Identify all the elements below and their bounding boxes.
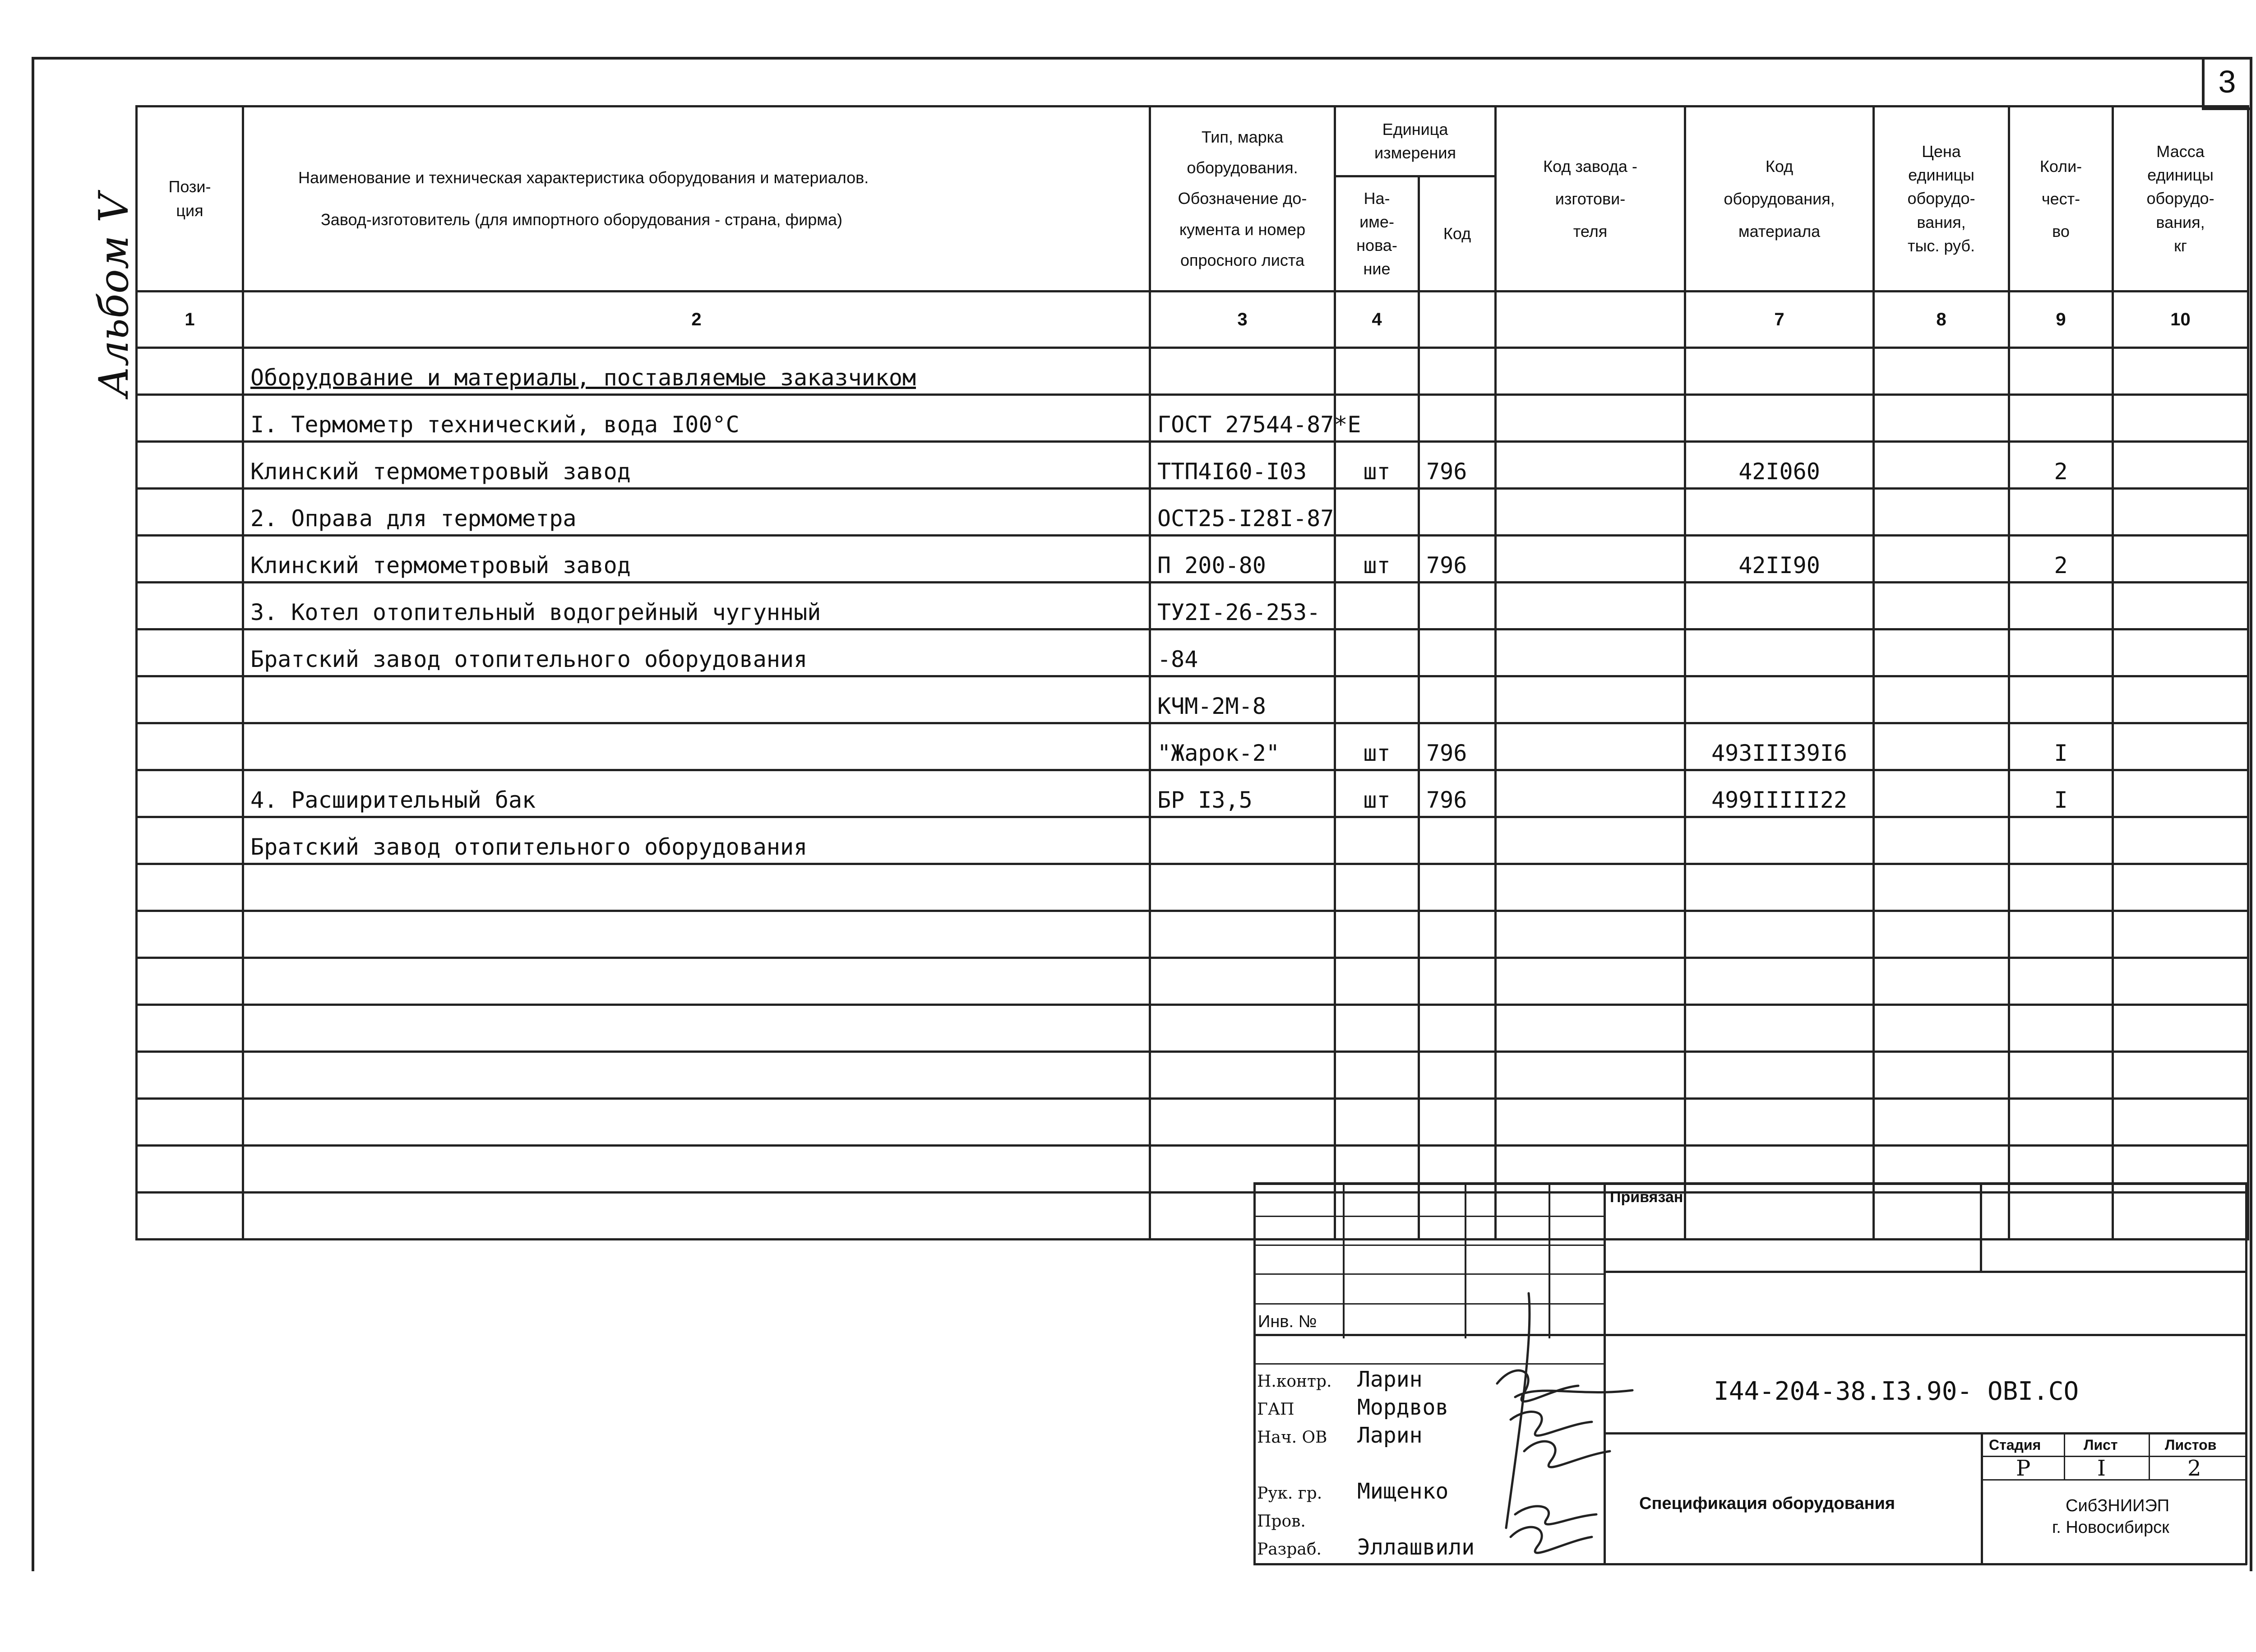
organization-city: г. Новосибирск [2052, 1518, 2169, 1537]
cell-pos [137, 958, 243, 1005]
cell-pos [137, 395, 243, 442]
cell-code [1419, 911, 1496, 958]
cell-qty [2009, 629, 2113, 676]
cell-unit [1335, 676, 1419, 723]
table-row [137, 442, 2248, 489]
cell-name: 2. Оправа для термометра [243, 489, 1150, 536]
cell-type: -84 [1150, 629, 1335, 676]
cell-pos [137, 1052, 243, 1099]
cell-type: БР I3,5 [1150, 770, 1335, 817]
stamp-name: Мордвов [1357, 1395, 1449, 1420]
cell-name: Братский завод отопительного оборудования [243, 817, 1150, 864]
cell-code [1419, 629, 1496, 676]
cell-code: 796 [1419, 536, 1496, 583]
cell-unit [1335, 958, 1419, 1005]
cell-qty [2009, 395, 2113, 442]
cell-price [1874, 536, 2009, 583]
cell-equip: 42II90 [1685, 536, 1874, 583]
stamp-role: Пров. [1257, 1512, 1306, 1531]
stamp-name: Эллашвили [1357, 1535, 1475, 1560]
cell-name [243, 1005, 1150, 1052]
cell-name [243, 1052, 1150, 1099]
cell-unit [1335, 1005, 1419, 1052]
title-block [1253, 1182, 2247, 1565]
cell-unit [1335, 817, 1419, 864]
cell-type: ТТП4I60-I03 [1150, 442, 1335, 489]
cell-equip [1685, 348, 1874, 395]
cell-factory [1496, 583, 1685, 629]
cell-price [1874, 489, 2009, 536]
cell-factory [1496, 1052, 1685, 1099]
cell-mass [2113, 1099, 2248, 1146]
cell-equip: 42I060 [1685, 442, 1874, 489]
table-row [137, 1052, 2248, 1099]
cell-mass [2113, 1005, 2248, 1052]
stamp-role: Рук. гр. [1257, 1484, 1322, 1503]
inv-no-label: Инв. № [1258, 1312, 1317, 1331]
stamp-name [1357, 1505, 1475, 1533]
table-row [137, 723, 2248, 770]
column-number-3: 3 [1150, 292, 1335, 348]
cell-qty [2009, 911, 2113, 958]
cell-factory [1496, 817, 1685, 864]
header-quantity: Коли- чест- во [2009, 106, 2113, 292]
cell-equip: 493III39I6 [1685, 723, 1874, 770]
column-number-4: 4 [1335, 292, 1419, 348]
cell-qty [2009, 676, 2113, 723]
specification-table [135, 105, 2249, 1240]
table-row [137, 770, 2248, 817]
cell-qty: 2 [2009, 536, 2113, 583]
cell-equip [1685, 489, 1874, 536]
header-type: Тип, марка оборудования. Обозначение до- кумента и номер опросного листа [1150, 106, 1335, 292]
stamp-role [1257, 1452, 1331, 1480]
stamp-name: Мищенко [1357, 1479, 1449, 1504]
cell-type [1150, 1099, 1335, 1146]
cell-pos [137, 536, 243, 583]
cell-name [243, 911, 1150, 958]
cell-code [1419, 817, 1496, 864]
cell-code: 796 [1419, 442, 1496, 489]
cell-qty [2009, 1005, 2113, 1052]
cell-equip [1685, 1005, 1874, 1052]
table-row [137, 348, 2248, 395]
cell-mass [2113, 723, 2248, 770]
cell-factory [1496, 958, 1685, 1005]
cell-pos [137, 583, 243, 629]
cell-price [1874, 958, 2009, 1005]
cell-unit: шт [1335, 536, 1419, 583]
stamp-role: ГАП [1257, 1400, 1294, 1419]
cell-price [1874, 911, 2009, 958]
cell-mass [2113, 911, 2248, 958]
cell-equip: 499IIIII22 [1685, 770, 1874, 817]
cell-code [1419, 864, 1496, 911]
cell-pos [137, 348, 243, 395]
cell-qty [2009, 1099, 2113, 1146]
cell-name: Оборудование и материалы, поставляемые заказчиком [243, 348, 1150, 395]
cell-price [1874, 583, 2009, 629]
cell-type [1150, 864, 1335, 911]
attached-label: Привязан [1610, 1189, 1683, 1206]
column-number-7: 7 [1685, 292, 1874, 348]
cell-factory [1496, 536, 1685, 583]
document-title: Спецификация оборудования [1639, 1494, 1895, 1513]
cell-unit: шт [1335, 442, 1419, 489]
cell-type: П 200-80 [1150, 536, 1335, 583]
stamp-name: Ларин [1357, 1367, 1423, 1392]
cell-mass [2113, 1052, 2248, 1099]
header-price: Цена единицы оборудо- вания, тыс. руб. [1874, 106, 2009, 292]
cell-type: КЧМ-2М-8 [1150, 676, 1335, 723]
cell-type [1150, 911, 1335, 958]
document-code: I44-204-38.I3.90- ОВI.СО [1714, 1377, 2079, 1406]
cell-mass [2113, 817, 2248, 864]
cell-pos [137, 864, 243, 911]
cell-equip [1685, 583, 1874, 629]
cell-code [1419, 958, 1496, 1005]
column-number-6 [1496, 292, 1685, 348]
cell-factory [1496, 864, 1685, 911]
cell-pos [137, 1005, 243, 1052]
cell-pos [137, 1193, 243, 1240]
cell-name [243, 676, 1150, 723]
cell-code [1419, 395, 1496, 442]
cell-type [1150, 958, 1335, 1005]
cell-price [1874, 1052, 2009, 1099]
cell-name [243, 864, 1150, 911]
cell-name: Клинский термометровый завод [243, 536, 1150, 583]
cell-price [1874, 723, 2009, 770]
table-row [137, 676, 2248, 723]
cell-price [1874, 676, 2009, 723]
table-row [137, 1099, 2248, 1146]
cell-factory [1496, 1005, 1685, 1052]
cell-type: ОСТ25-I28I-87 [1150, 489, 1335, 536]
cell-price [1874, 770, 2009, 817]
header-factory-code: Код завода - изготови- теля [1496, 106, 1685, 292]
cell-type: ГОСТ 27544-87*Е [1150, 395, 1335, 442]
cell-price [1874, 348, 2009, 395]
cell-price [1874, 864, 2009, 911]
organization-name: СибЗНИИЭП [2066, 1496, 2170, 1515]
cell-code [1419, 1005, 1496, 1052]
stamp-role: Разраб. [1257, 1540, 1322, 1559]
cell-name [243, 1099, 1150, 1146]
cell-name [243, 1193, 1150, 1240]
header-name-line1: Наименование и техническая характеристика оборудования и материалов. [298, 168, 869, 187]
cell-equip [1685, 958, 1874, 1005]
cell-name: Братский завод отопительного оборудования [243, 629, 1150, 676]
cell-price [1874, 629, 2009, 676]
header-unit-code: Код [1419, 176, 1496, 292]
cell-factory [1496, 676, 1685, 723]
cell-type [1150, 1052, 1335, 1099]
cell-type [1150, 1005, 1335, 1052]
cell-unit: шт [1335, 723, 1419, 770]
cell-mass [2113, 583, 2248, 629]
cell-factory [1496, 723, 1685, 770]
stamp-name [1357, 1449, 1475, 1477]
cell-qty [2009, 958, 2113, 1005]
column-number-2: 2 [243, 292, 1150, 348]
cell-unit: шт [1335, 770, 1419, 817]
cell-pos [137, 442, 243, 489]
column-number-5 [1419, 292, 1496, 348]
cell-code [1419, 1099, 1496, 1146]
cell-factory [1496, 395, 1685, 442]
cell-name [243, 958, 1150, 1005]
cell-unit [1335, 1052, 1419, 1099]
cell-price [1874, 395, 2009, 442]
cell-qty [2009, 864, 2113, 911]
sheet-label: Лист [2084, 1437, 2118, 1453]
sheets-value: 2 [2187, 1456, 2201, 1481]
cell-name: 4. Расширительный бак [243, 770, 1150, 817]
cell-name: Клинский термометровый завод [243, 442, 1150, 489]
header-unit: Единица измерения [1335, 106, 1496, 176]
cell-mass [2113, 536, 2248, 583]
cell-qty [2009, 1052, 2113, 1099]
cell-type: ТУ2I-26-253- [1150, 583, 1335, 629]
table-row [137, 911, 2248, 958]
table-row [137, 583, 2248, 629]
cell-mass [2113, 770, 2248, 817]
cell-pos [137, 1099, 243, 1146]
stamp-name: Ларин [1357, 1423, 1423, 1448]
cell-equip [1685, 1099, 1874, 1146]
cell-unit [1335, 864, 1419, 911]
cell-pos [137, 1146, 243, 1193]
cell-equip [1685, 864, 1874, 911]
cell-factory [1496, 348, 1685, 395]
cell-type [1150, 348, 1335, 395]
cell-pos [137, 489, 243, 536]
cell-mass [2113, 864, 2248, 911]
signatures [1461, 1293, 1750, 1564]
stage-label: Стадия [1989, 1437, 2041, 1453]
cell-mass [2113, 958, 2248, 1005]
header-name [243, 106, 1150, 292]
cell-name [243, 1146, 1150, 1193]
cell-pos [137, 911, 243, 958]
cell-qty [2009, 817, 2113, 864]
table-row [137, 629, 2248, 676]
header-position: Пози- ция [137, 106, 243, 292]
cell-unit [1335, 629, 1419, 676]
cell-equip [1685, 395, 1874, 442]
cell-mass [2113, 629, 2248, 676]
sheet-value: I [2097, 1456, 2106, 1481]
column-number-10: 10 [2113, 292, 2248, 348]
cell-qty: I [2009, 723, 2113, 770]
cell-code [1419, 583, 1496, 629]
table-row [137, 1005, 2248, 1052]
column-number-1: 1 [137, 292, 243, 348]
cell-type: "Жарок-2" [1150, 723, 1335, 770]
cell-pos [137, 723, 243, 770]
cell-qty: 2 [2009, 442, 2113, 489]
cell-name [243, 723, 1150, 770]
cell-mass [2113, 395, 2248, 442]
cell-unit [1335, 1099, 1419, 1146]
sheets-label: Листов [2165, 1437, 2217, 1453]
table-row [137, 395, 2248, 442]
cell-factory [1496, 489, 1685, 536]
table-row [137, 958, 2248, 1005]
cell-factory [1496, 442, 1685, 489]
cell-qty [2009, 583, 2113, 629]
cell-factory [1496, 770, 1685, 817]
cell-equip [1685, 911, 1874, 958]
cell-unit [1335, 489, 1419, 536]
cell-pos [137, 770, 243, 817]
cell-mass [2113, 676, 2248, 723]
header-name-line2: Завод-изготовитель (для импортного оборудования - страна, фирма) [321, 210, 843, 229]
cell-code [1419, 676, 1496, 723]
album-label: Альбом V [90, 193, 138, 397]
cell-qty [2009, 489, 2113, 536]
cell-unit [1335, 348, 1419, 395]
cell-price [1874, 442, 2009, 489]
cell-name: I. Термометр технический, вода I00°С [243, 395, 1150, 442]
table-row [137, 489, 2248, 536]
cell-price [1874, 1005, 2009, 1052]
table-row [137, 817, 2248, 864]
cell-equip [1685, 676, 1874, 723]
column-number-9: 9 [2009, 292, 2113, 348]
cell-code [1419, 1052, 1496, 1099]
cell-equip [1685, 817, 1874, 864]
cell-type [1150, 817, 1335, 864]
cell-factory [1496, 911, 1685, 958]
cell-unit [1335, 911, 1419, 958]
cell-factory [1496, 629, 1685, 676]
cell-qty [2009, 348, 2113, 395]
page-number: 3 [2202, 57, 2250, 110]
table-row [137, 536, 2248, 583]
cell-pos [137, 676, 243, 723]
cell-pos [137, 817, 243, 864]
stage-value: Р [2016, 1456, 2031, 1481]
cell-price [1874, 1099, 2009, 1146]
cell-code [1419, 348, 1496, 395]
cell-factory [1496, 1099, 1685, 1146]
table-row [137, 864, 2248, 911]
cell-code [1419, 489, 1496, 536]
cell-mass [2113, 442, 2248, 489]
cell-mass [2113, 489, 2248, 536]
cell-equip [1685, 1052, 1874, 1099]
header-mass: Масса единицы оборудо- вания, кг [2113, 106, 2248, 292]
cell-unit [1335, 583, 1419, 629]
column-number-8: 8 [1874, 292, 2009, 348]
cell-code: 796 [1419, 770, 1496, 817]
cell-price [1874, 817, 2009, 864]
cell-equip [1685, 629, 1874, 676]
stamp-role: Н.контр. [1257, 1372, 1332, 1391]
stamp-role: Нач. ОВ [1257, 1428, 1327, 1447]
cell-name: 3. Котел отопительный водогрейный чугунный [243, 583, 1150, 629]
header-equipment-code: Код оборудования, материала [1685, 106, 1874, 292]
cell-mass [2113, 348, 2248, 395]
cell-qty: I [2009, 770, 2113, 817]
cell-code: 796 [1419, 723, 1496, 770]
cell-pos [137, 629, 243, 676]
header-unit-name: На- име- нова- ние [1335, 176, 1419, 292]
